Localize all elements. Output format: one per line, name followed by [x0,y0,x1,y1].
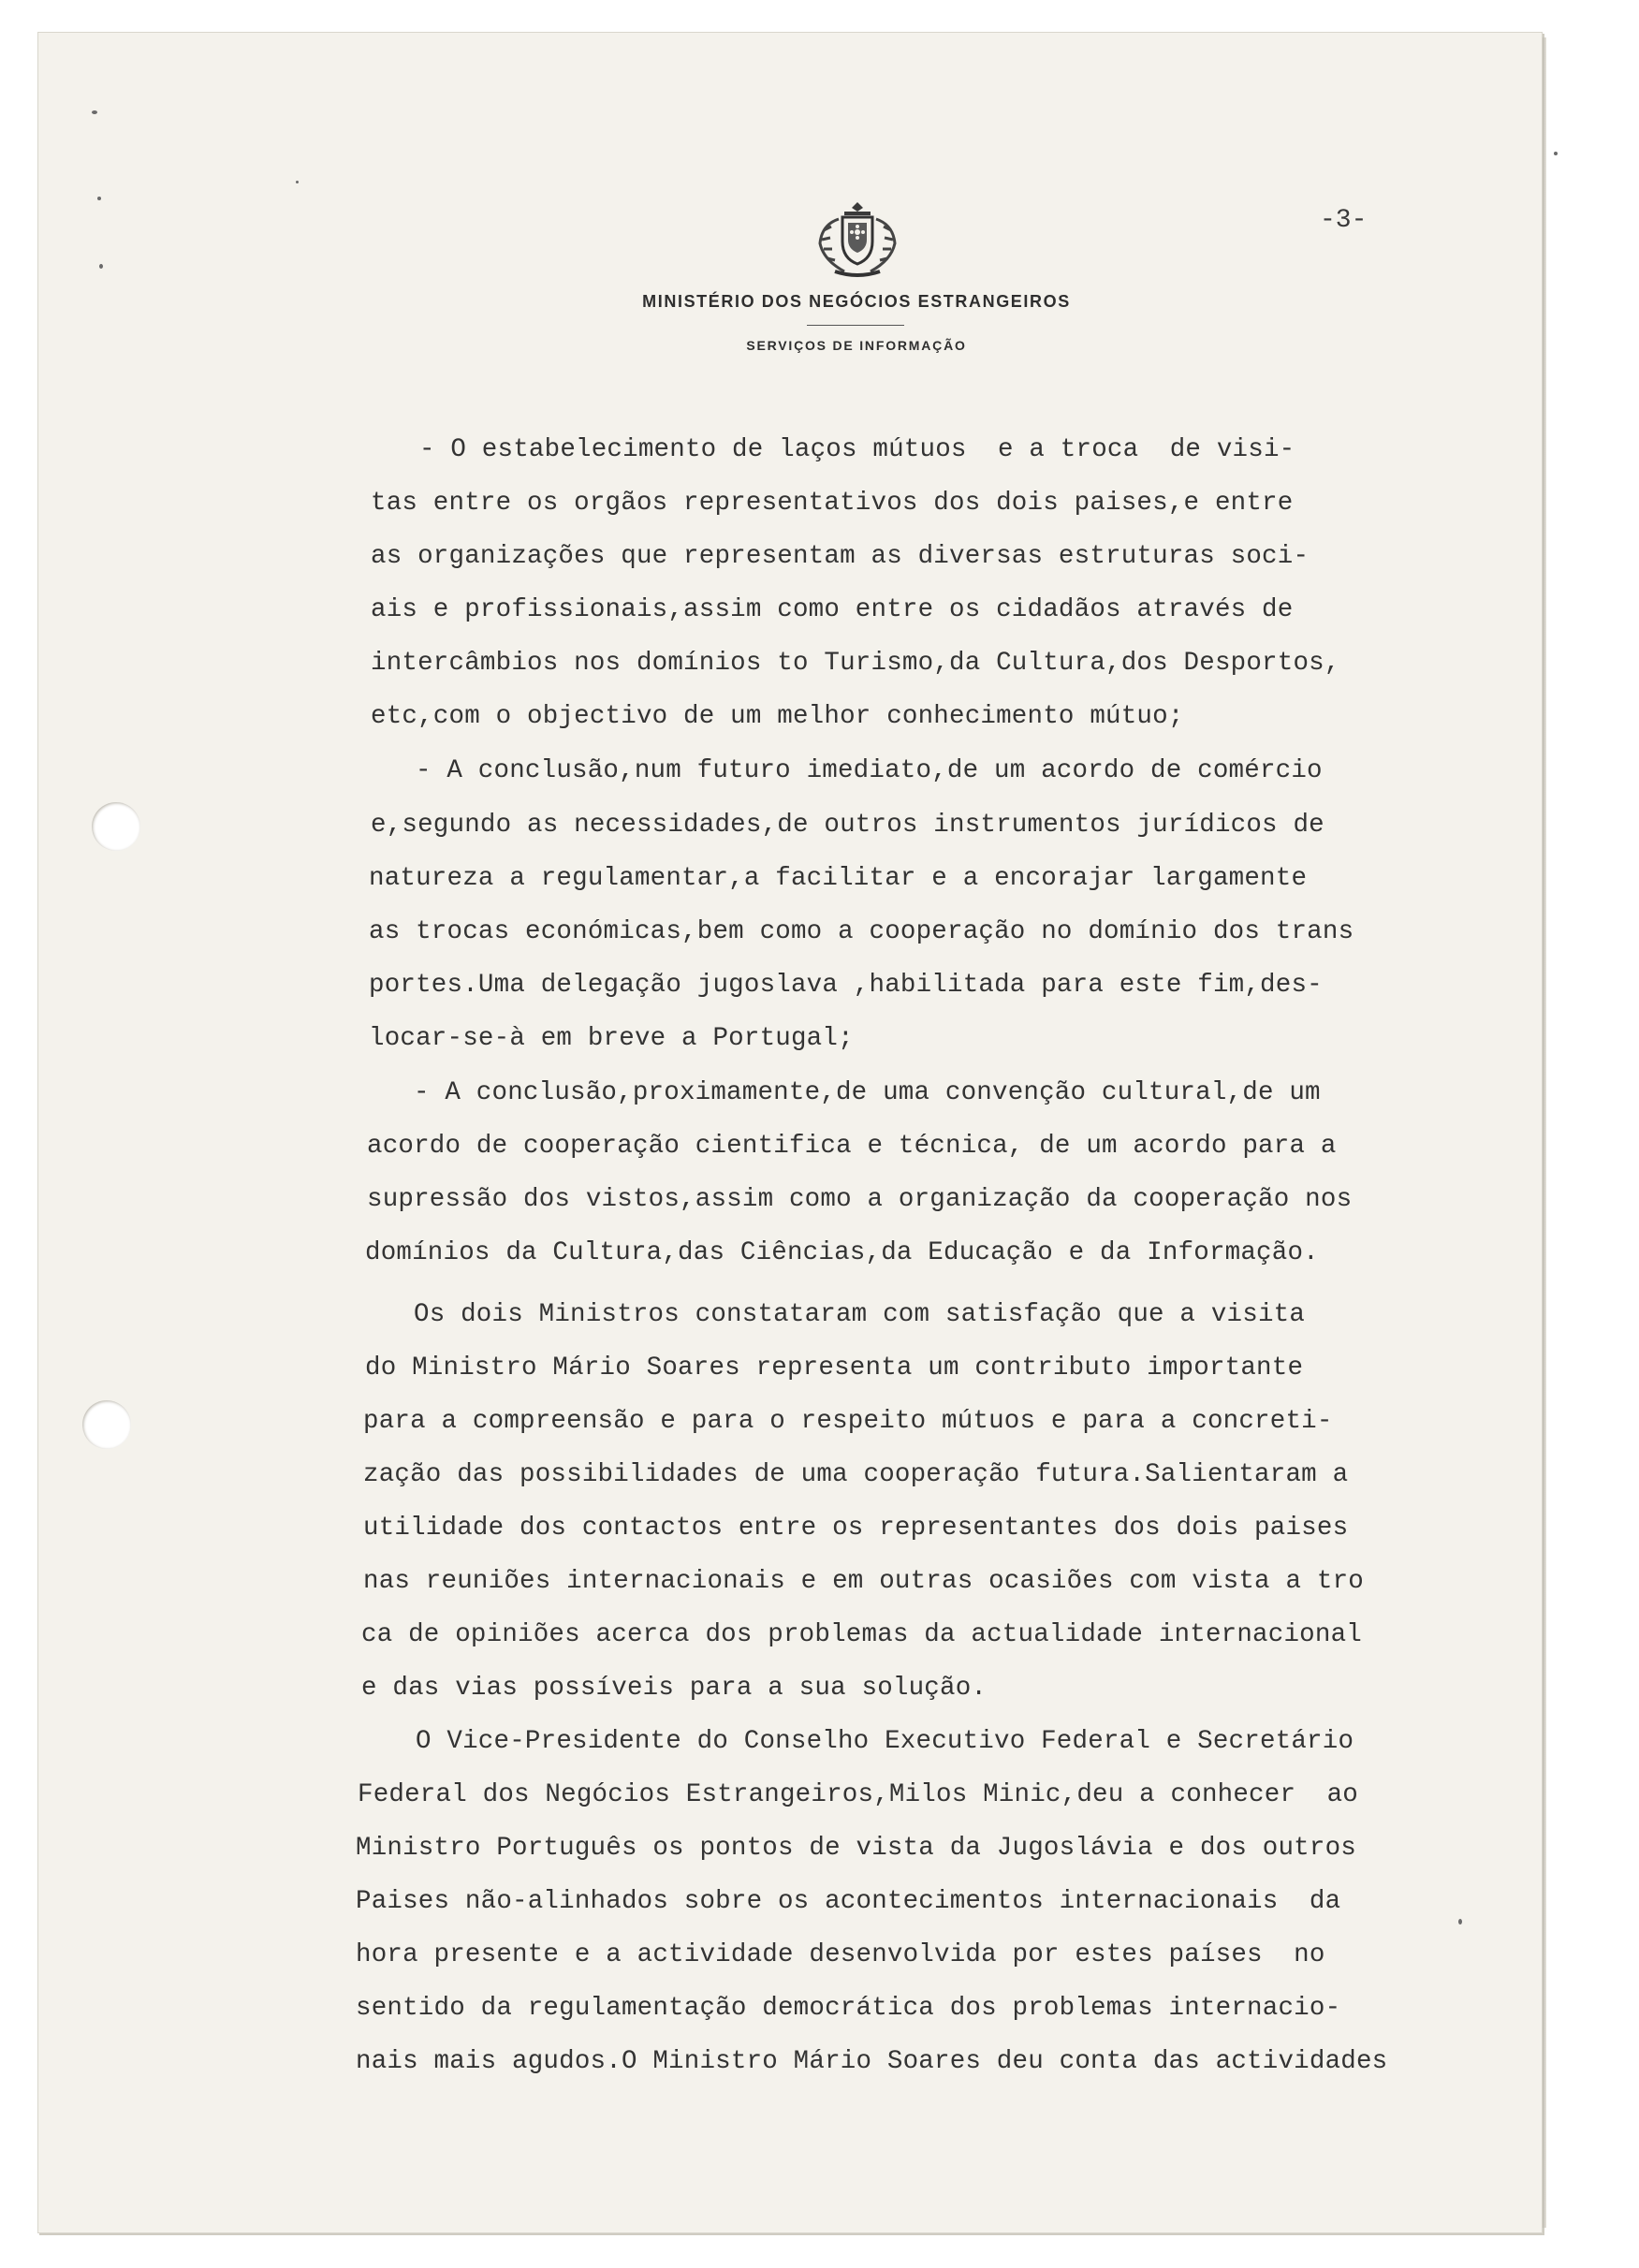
text-line: ais e profissionais,assim como entre os cidadãos através de [371,595,1294,624]
text-line: ca de opiniões acerca dos problemas da actualidade internacional [361,1620,1362,1649]
text-line: utilidade dos contactos entre os representantes dos dois paises [363,1514,1349,1543]
text-line: locar-se-à em breve a Portugal; [369,1024,854,1053]
page-number: -3- [1320,206,1368,235]
text-line: - O estabelecimento de laços mútuos e a troca de visi- [419,435,1295,464]
text-line: do Ministro Mário Soares representa um contributo importante [365,1353,1304,1383]
text-line: as organizações que representam as diversas estruturas soci- [371,542,1310,571]
scan-speck [296,181,299,183]
scan-speck [1458,1919,1462,1924]
text-line: portes.Uma delegação jugoslava ,habilitada para este fim,des- [369,971,1323,1000]
text-line: O Vice-Presidente do Conselho Executivo Federal e Secretário [416,1727,1354,1756]
text-line: Os dois Ministros constataram com satisfação que a visita [414,1300,1306,1329]
scan-speck [1554,152,1558,155]
text-line: Ministro Português os pontos de vista da Jugoslávia e dos outros [356,1834,1356,1863]
text-line: Paises não-alinhados sobre os acontecimentos internacionais da [356,1887,1341,1916]
text-line: domínios da Cultura,das Ciências,da Educação e da Informação. [365,1238,1319,1267]
text-line: etc,com o objectivo de um melhor conhecimento mútuo; [371,702,1184,731]
ministry-title: MINISTÉRIO DOS NEGÓCIOS ESTRANGEIROS [642,292,1071,311]
text-line: nais mais agudos.O Ministro Mário Soares deu conta das actividades [356,2047,1388,2076]
text-line: natureza a regulamentar,a facilitar e a encorajar largamente [369,864,1308,893]
text-line: Federal dos Negócios Estrangeiros,Milos Minic,deu a conhecer ao [358,1780,1358,1809]
text-line: para a compreensão e para o respeito mútuos e para a concreti- [363,1407,1333,1436]
text-line: acordo de cooperação cientifica e técnica, de um acordo para a [367,1132,1337,1161]
text-line: nas reuniões internacionais e em outras ocasiões com vista a tro [363,1567,1364,1596]
text-line: sentido da regulamentação democrática dos problemas internacio- [356,1994,1341,2023]
text-line: - A conclusão,num futuro imediato,de um acordo de comércio [416,756,1323,785]
service-subtitle: SERVIÇOS DE INFORMAÇÃO [746,338,967,353]
text-line: - A conclusão,proximamente,de uma convenção cultural,de um [414,1078,1321,1107]
text-line: as trocas económicas,bem como a cooperação no domínio dos trans [369,917,1354,946]
text-line: supressão dos vistos,assim como a organização da cooperação nos [367,1185,1353,1214]
text-line: zação das possibilidades de uma cooperação futura.Salientaram a [363,1460,1349,1489]
scan-speck [97,197,101,200]
text-line: e das vias possíveis para a sua solução. [361,1674,988,1703]
scan-speck [92,110,97,114]
scan-speck [99,264,103,269]
text-line: tas entre os orgãos representativos dos dois paises,e entre [371,489,1294,518]
text-line: e,segundo as necessidades,de outros instrumentos jurídicos de [371,811,1324,840]
text-line: hora presente e a actividade desenvolvida por estes países no [356,1940,1325,1969]
text-line: intercâmbios nos domínios to Turismo,da Cultura,dos Desportos, [371,649,1340,678]
